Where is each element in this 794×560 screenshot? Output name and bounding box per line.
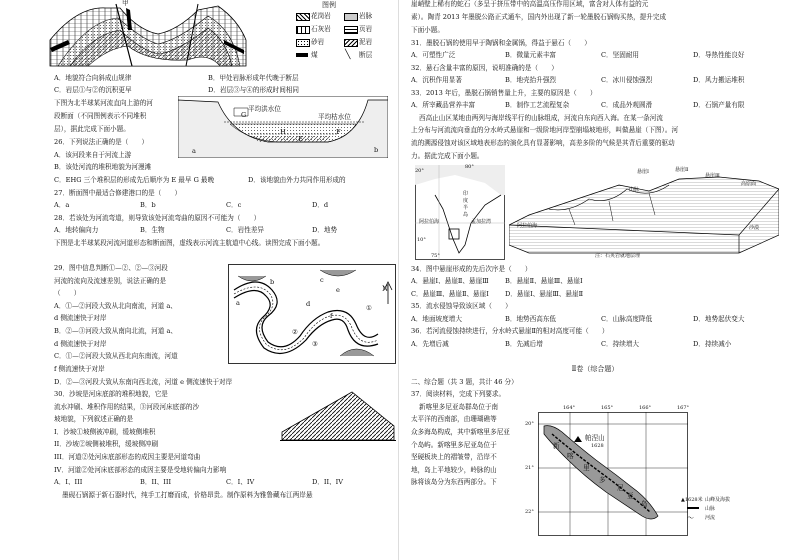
q36-option-d: D．持续减小	[693, 340, 732, 348]
map-label-du: 度	[463, 198, 469, 204]
fig2-label-flood: 平均洪水位	[248, 105, 281, 113]
q29-option-b1: B．②—③河段大致从南向北流，河道 a、	[54, 327, 177, 335]
new-caledonia-map	[538, 412, 688, 536]
q35-option-a: A．地面坡度增大	[411, 315, 462, 323]
fig5-lat-22: 22°	[525, 509, 534, 515]
legend-swatch-shale	[344, 26, 358, 34]
para2-line3: 流的溯源侵蚀对该区域地表形态的演化具有显著影响，高差多阶的气候是其背后重要的驱动	[411, 139, 675, 147]
top-para-line3: 下面小题。	[411, 26, 444, 34]
column-divider	[398, 0, 399, 560]
q29-option-c1: C．①—②河段大致从西北向东南流，河道	[54, 352, 178, 360]
escarpment-block-diagram	[509, 165, 779, 257]
q34-option-b: B．悬崖Ⅱ、悬崖Ⅲ、悬崖Ⅰ	[505, 277, 583, 285]
q33-option-c: C．成品外观圆滑	[601, 101, 653, 109]
q31-option-b: B．微量元素丰富	[505, 51, 557, 59]
fig5-lon-164: 164°	[563, 405, 576, 411]
q29-option-c2: f 侧流速快于对岸	[54, 365, 105, 373]
fig5-island-char-2: 喀	[567, 452, 574, 460]
map-lat-10: 10°	[417, 237, 426, 243]
fig3-label-3: ③	[312, 340, 318, 348]
legend-swatch-coal	[296, 53, 308, 57]
q25-option-a: A．地貌符合向斜成山规律	[54, 74, 132, 82]
fig3-label-1: ①	[366, 304, 372, 312]
fig4-note: 注：石英岩就地层理	[595, 253, 641, 259]
para2-line2: 上分布与河流流向垂直的分水岭式悬崖和一级阶地河岸型崩塌坡地形，叫做悬崖（下图）。河	[411, 126, 679, 134]
fig5-legend-river-swatch: 〜	[687, 514, 694, 522]
fig5-legend-peak-height: ▲1628米	[681, 497, 703, 503]
legend-swatch-mudstone	[344, 39, 358, 47]
legend-swatch-fault: ╲	[345, 50, 351, 60]
fig5-peak-name: 帕涅山	[585, 434, 605, 442]
q37-text-7: 脉将该岛分为东西两部分。下	[411, 478, 497, 486]
geologic-section-figure	[48, 0, 248, 68]
q36-option-c: C．持续增大	[601, 340, 640, 348]
legend-swatch-dike	[344, 13, 358, 21]
q26-option-d: D．该地貌由外力共同作用形成的	[248, 176, 346, 184]
river-section-figure	[178, 96, 388, 158]
block-label-mountain: 山脉	[629, 187, 640, 193]
q29-option-a1: A．①—②河段大致从北向南流，河道 a、	[54, 302, 177, 310]
legend-label-granite: 花岗岩	[311, 12, 331, 20]
block-label-escarpment-2: 悬崖Ⅱ	[675, 167, 689, 173]
block-label-arabian-sea: 阿拉伯海	[517, 223, 538, 229]
map-label-bay-of-bengal: 孟加拉湾	[471, 219, 492, 225]
q30-option-a: A．I、III	[54, 478, 83, 486]
q30-line2: 流水冲刷、堆积作用的结果，③河段河床底部的沙	[54, 403, 200, 411]
q30-statement-4: IV．河道②处河床底部形态的成因主要是受地转偏向力影响	[54, 466, 227, 474]
q29-line3: （ ）	[54, 289, 81, 297]
q36-option-a: A．先增后减	[411, 340, 449, 348]
q33-stem: 33．2013 年后，墨脱石锅销售量上升，主要的原因是（ ）	[411, 89, 597, 97]
map-lon-80: 80°	[465, 164, 474, 170]
q34-stem: 34．图中悬崖形成的先后次序是（ ）	[411, 265, 532, 273]
q27-option-b: B．b	[140, 201, 156, 209]
q35-option-c: C．山脉高度降低	[601, 315, 653, 323]
q32-stem: 32．悬石含量丰富的原因，说明准确的是（ ）	[411, 64, 558, 72]
fig3-compass: N	[382, 285, 389, 293]
q35-option-d: D．地势起伏变大	[693, 315, 745, 323]
q25-option-c: C．岩层①与②的沉积更早	[54, 86, 132, 94]
q35-option-b: B．地势西高东低	[505, 315, 557, 323]
q28-option-a: A．地转偏向力	[54, 226, 99, 234]
fig3-label-a: a	[236, 299, 240, 307]
q30-statement-1: I．沙坡①坡侧被冲刷，缓坡侧堆积	[54, 428, 156, 436]
q30-statement-2: II．沙坡②坡侧被堆积，缓坡侧冲刷	[54, 440, 159, 448]
q37-text-6: 地，岛上平地较少，岭脉的山	[411, 466, 497, 474]
map-intro: 下图是北半球某段河流河道形态和断面图，虚线表示河流主航道中心线。读图完成下面小题。	[54, 239, 325, 247]
fig3-label-2: ②	[292, 328, 298, 336]
q26-option-a: A．该河段来自于河流上游	[54, 151, 132, 159]
q30-option-c: C．I、IV	[226, 478, 255, 486]
sand-wave-figure	[280, 386, 396, 442]
legend-label-mudstone: 泥岩	[359, 38, 373, 46]
q28-option-c: C．岩性差异	[226, 226, 265, 234]
q32-option-c: C．冰川侵蚀强烈	[601, 76, 653, 84]
meander-map-figure	[228, 264, 396, 364]
q34-option-c: C．悬崖Ⅲ、悬崖Ⅱ、悬崖Ⅰ	[411, 290, 489, 298]
fig5-lat-20: 20°	[525, 421, 534, 427]
q30-line3: 坡地貌，下列叙述正确的是	[54, 415, 134, 423]
fig5-legend-river: 河流	[705, 515, 716, 521]
q27-stem: 27．断面图中最适合修建港口的是（ ）	[54, 189, 182, 197]
fig5-island-char-5: 尼	[617, 484, 624, 492]
q30-option-d: D．II、IV	[312, 478, 344, 486]
block-label-escarpment-3: 悬崖Ⅲ	[705, 173, 720, 179]
q36-stem: 36．若河流侵蚀持续进行，分水岭式悬崖Ⅱ的相对高度可能（ ）	[411, 327, 609, 335]
q28-option-b: B．生物	[140, 226, 165, 234]
q30-option-b: B．II、III	[140, 478, 172, 486]
fig2-label-dry: 平均枯水位	[318, 113, 351, 121]
legend-swatch-sandstone	[296, 39, 310, 47]
stone-pot-intro: 墨砚石锅源于新石器时代，纯手工打磨而成，价格昂贵。制作原料为雅鲁藏布江两岸悬	[62, 491, 313, 499]
top-para-line2: 素）。陶青 2013 年墨脱公路正式通车，国内外出现了新一轮墨脱石锅购买热，提升完成	[411, 13, 667, 21]
q31-option-d: D．导热性能良好	[693, 51, 745, 59]
map-lat-20: 20°	[415, 168, 424, 174]
q29-option-a2: d 侧流速快于对岸	[54, 314, 107, 322]
block-label-plateau: 高原面	[741, 181, 757, 187]
fig5-island-char-4: 多	[599, 476, 606, 484]
fig3-label-b: b	[270, 278, 275, 286]
map-label-arabian-sea: 阿拉伯海	[419, 219, 440, 225]
q28-option-d: D．地势	[312, 226, 338, 234]
q30-line1: 30．沙坡是河床底部的堆积地貌，它是	[54, 390, 168, 398]
top-para-line1: 崖峭壁上稀有的蛇石（多呈于挤压带中的高温高压作用区域，富含对人体有益的元	[411, 0, 649, 8]
map-label-yin: 印	[463, 191, 469, 197]
q37-stem: 37．阅读材料，完成下列要求。	[411, 390, 506, 398]
q30-statement-3: III．河道②处河床底部形态的成因主要是河道弯曲	[54, 453, 201, 461]
q37-text-2: 太平洋的西南部，由珊瑚礁等	[411, 415, 497, 423]
fig5-peak-height: 1628	[591, 443, 604, 449]
q28-stem: 28．若该处为河流弯道，则导致该处河流弯曲的原因不可能为（ ）	[54, 214, 261, 222]
q32-option-d: D．风力搬运堆积	[693, 76, 745, 84]
legend-label-limestone: 石灰岩	[311, 25, 331, 33]
river-intro-line2: 段断面（不同图例表示不同堆积	[54, 112, 147, 120]
fig1-legend-title: 图例	[322, 1, 336, 9]
fig5-legend-range: 山脉	[705, 506, 716, 512]
fig2-label-G: G	[241, 111, 247, 119]
fig3-label-c: c	[320, 276, 324, 284]
para2-line4: 力。据此完成下面小题。	[411, 152, 484, 160]
q37-text-4: 个岛屿。新喀里多尼亚岛位于	[411, 441, 497, 449]
q36-option-b: B．先减后增	[505, 340, 543, 348]
fig5-island-char-7: 岛	[641, 500, 648, 508]
q27-option-d: D．d	[312, 201, 329, 209]
fig2-label-E: E	[298, 135, 303, 143]
legend-label-fault: 断层	[359, 51, 373, 59]
fig5-island-char-3: 里	[583, 464, 590, 472]
q31-stem: 31．墨脱石锅的使用早于陶锅和金属锅，得益于悬石（ ）	[411, 39, 591, 47]
legend-label-sandstone: 砂岩	[311, 38, 325, 46]
q32-option-b: B．地壳抬升强烈	[505, 76, 557, 84]
q29-line1: 29．图中信息判断①—②、②—③河段	[54, 264, 168, 272]
fig5-lat-21: 21°	[525, 465, 534, 471]
q29-option-d: D．②—③河段大致从东南向西北流，河道 e 侧流速快于对岸	[54, 378, 233, 386]
fig3-label-d: d	[306, 300, 311, 308]
q27-option-a: A．a	[54, 201, 70, 209]
q37-text-1: 新喀里多尼亚岛群岛位于南	[419, 403, 499, 411]
fig5-lon-167: 167°	[677, 405, 690, 411]
fig5-island-char-6: 亚	[627, 492, 634, 500]
q37-text-3: 众多海岛构成，其中新喀里多尼亚	[411, 428, 510, 436]
q25-option-d: D．岩层③与④的形成时间相同	[208, 86, 300, 94]
fig5-island-char-1: 新	[553, 442, 560, 450]
fig1-top-label: 甲	[122, 0, 129, 7]
block-label-desert: 沙漠	[749, 225, 760, 231]
section-title: Ⅱ卷（综合题）	[571, 365, 619, 373]
q26-option-b: B．该处河流的堆积地貌为河漫滩	[54, 163, 152, 171]
fig2-label-H: H	[280, 128, 286, 136]
q37-text-5: 坚硬板块上的褶皱带，沿岸不	[411, 453, 497, 461]
legend-label-dike: 岩脉	[359, 12, 373, 20]
fig3-label-e: e	[336, 286, 340, 294]
fig5-legend-peak: 山峰及海拔	[705, 497, 731, 503]
para2-line1: 西高止山区某地由两列与海岸线平行的山脉组成，河流自东向西入海。在某一条河流	[419, 114, 663, 122]
q29-option-b2: d 侧流速快于对岸	[54, 340, 107, 348]
fig3-label-f: f	[330, 312, 333, 320]
map-lon-75: 75°	[431, 253, 440, 259]
fig2-label-b: b	[374, 146, 379, 154]
q32-option-a: A．沉积作用显著	[411, 76, 462, 84]
q35-stem: 35．流水侵蚀导致该区域（ ）	[411, 302, 512, 310]
fig2-label-a: a	[192, 147, 196, 155]
q26-stem: 26．下列说法正确的是（ ）	[54, 138, 149, 146]
map-label-dao: 岛	[463, 212, 469, 218]
q31-option-a: A．可塑性广泛	[411, 51, 456, 59]
fig5-lon-166: 166°	[639, 405, 652, 411]
legend-label-coal: 煤	[311, 51, 318, 59]
fig5-lon-165: 165°	[601, 405, 614, 411]
block-label-escarpment-1: 悬崖Ⅰ	[637, 169, 649, 175]
q33-option-b: B．制作工艺流程复杂	[505, 101, 570, 109]
india-location-map	[415, 165, 505, 260]
legend-swatch-limestone	[296, 26, 310, 34]
map-label-ban: 半	[463, 205, 469, 211]
q34-option-d: D．悬崖Ⅰ、悬崖Ⅲ、悬崖Ⅱ	[505, 290, 584, 298]
q33-option-a: A．所宰藏品营养丰富	[411, 101, 476, 109]
q26-option-c: C．EHG 三个堆积层的形成先后顺序为 E 最早 G 最晚	[54, 176, 215, 184]
fig5-legend-range-swatch	[687, 507, 699, 512]
q31-option-c: C．坚固耐用	[601, 51, 640, 59]
q33-option-d: D．石锅产量有限	[693, 101, 745, 109]
q25-option-b: B．甲处岩脉形成年代晚于断层	[208, 74, 299, 82]
q29-line2: 河流的流向及流速差别，说法正确的是	[54, 277, 167, 285]
q34-option-a: A．悬崖Ⅰ、悬崖Ⅱ、悬崖Ⅲ	[411, 277, 489, 285]
q27-option-c: C．c	[226, 201, 242, 209]
legend-label-shale: 页岩	[359, 25, 373, 33]
part-two-heading: 二、综合题（共 3 题，共计 46 分）	[411, 378, 518, 386]
legend-swatch-granite	[296, 13, 310, 21]
river-intro-line3: 层），据此完成下面小题。	[54, 125, 130, 133]
fig2-label-F: F	[336, 128, 341, 136]
river-intro-line1: 下图为北半球某河流直向上游的河	[54, 99, 153, 107]
